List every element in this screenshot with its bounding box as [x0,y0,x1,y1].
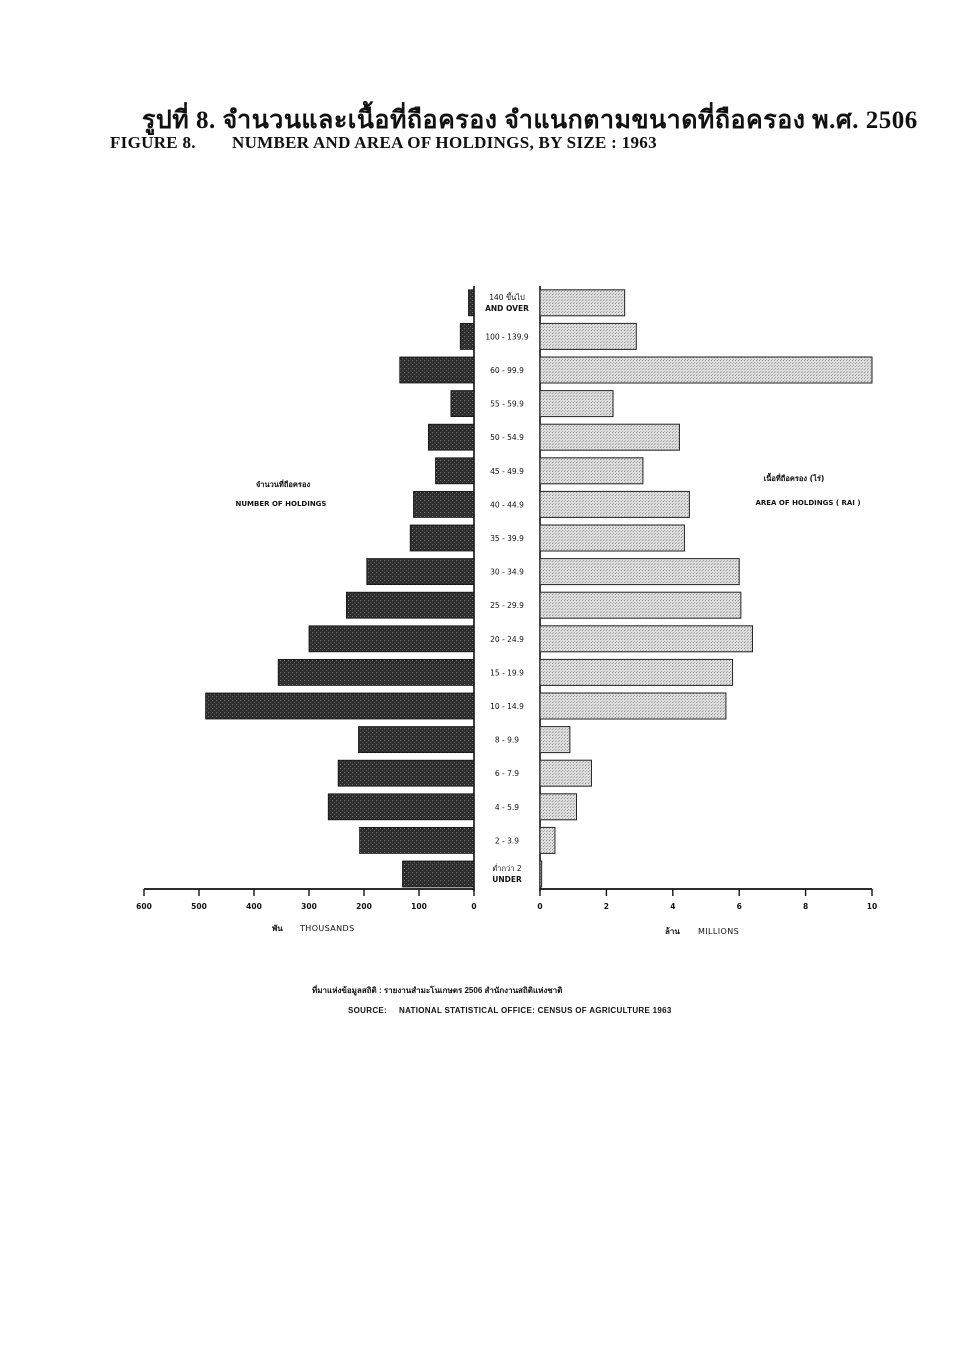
category-label: 2 - 3.9 [494,836,520,846]
bar-number-holdings [278,659,474,685]
bar-area-holdings [540,424,679,450]
bar-number-holdings [206,693,474,719]
right-tick-label: 4 [670,902,676,911]
category-label: 6 - 7.9 [494,769,520,779]
category-label: 140 ขึ้นไป [489,292,525,302]
bar-area-holdings [540,458,643,484]
bar-area-holdings [540,290,625,316]
left-tick-label: 200 [356,902,372,911]
category-label: 45 - 49.9 [490,466,524,476]
bar-area-holdings [540,391,613,417]
category-label: 60 - 99.9 [490,366,524,375]
bar-area-holdings [540,559,739,585]
bar-number-holdings [346,592,474,618]
page-title-thai: รูปที่ 8. จำนวนและเนื้อที่ถือครอง จำแนกตามขนาดที่ถือครอง พ.ศ. 2506 [142,107,918,134]
right-unit-english: MILLIONS [698,927,740,936]
left-series-label-english: NUMBER OF HOLDINGS [235,500,327,508]
category-label: 30 - 34.9 [490,567,524,577]
right-tick-label: 10 [866,902,878,911]
bar-area-holdings [540,626,752,652]
bar-area-holdings [540,693,726,719]
bar-number-holdings [400,357,474,383]
left-tick-label: 600 [136,902,152,911]
bar-area-holdings [540,592,741,618]
right-tick-label: 6 [736,902,742,911]
category-label: AND OVER [485,303,529,313]
bar-area-holdings [540,525,684,551]
bar-area-holdings [540,794,577,820]
right-series-label-english: AREA OF HOLDINGS ( RAI ) [755,499,861,507]
bar-number-holdings [360,827,474,853]
bar-number-holdings [359,727,475,753]
right-series-label-thai: เนื้อที่ถือครอง (ไร่) [763,474,825,483]
right-tick-label: 8 [802,902,809,911]
bar-number-holdings [451,391,474,417]
bar-number-holdings [410,525,474,551]
category-label: 55 - 59.9 [490,399,524,409]
source-label: SOURCE: [348,1006,387,1015]
category-label: 100 - 139.9 [485,332,529,342]
left-unit-thai: พัน [272,924,283,933]
left-tick-label: 500 [191,902,207,911]
bar-number-holdings [338,760,474,786]
bar-number-holdings [367,559,474,585]
category-label: 4 - 5.9 [494,802,520,812]
bar-number-holdings [328,794,474,820]
left-series-label-thai: จำนวนที่ถือครอง [255,480,311,489]
category-label: 35 - 39.9 [490,534,524,543]
source-english [348,1006,672,1015]
category-label: UNDER [492,875,522,884]
left-tick-label: 0 [471,902,477,911]
bar-area-holdings [540,760,591,786]
category-label: 50 - 54.9 [490,433,524,443]
right-unit-thai: ล้าน [665,927,680,936]
bar-area-holdings [540,827,555,853]
right-tick-label: 0 [537,902,543,911]
bar-number-holdings [428,424,474,450]
figure-label: FIGURE 8. [110,133,196,152]
bar-number-holdings [460,323,474,349]
bar-area-holdings [540,727,570,753]
category-label: 25 - 29.9 [490,601,524,611]
left-tick-label: 300 [301,902,317,911]
bar-number-holdings [414,491,475,517]
left-tick-label: 400 [246,902,262,911]
bar-number-holdings [309,626,474,652]
category-label: 10 - 14.9 [490,702,524,711]
bar-area-holdings [540,659,733,685]
category-label: ต่ำกว่า 2 [492,864,522,873]
category-label: 15 - 19.9 [490,668,524,678]
figure-title: NUMBER AND AREA OF HOLDINGS, BY SIZE : 1963 [232,133,657,152]
category-label: 40 - 44.9 [490,500,524,510]
bar-area-holdings [540,357,872,383]
bar-area-holdings [540,323,636,349]
bar-area-holdings [540,491,689,517]
bar-area-holdings [540,861,542,887]
left-tick-label: 100 [411,902,427,911]
bar-number-holdings [469,290,475,316]
bar-number-holdings [436,458,475,484]
category-label: 8 - 9.9 [494,735,520,745]
category-label: 20 - 24.9 [490,634,524,644]
bar-number-holdings [403,861,475,887]
left-unit-english: THOUSANDS [300,924,355,933]
right-tick-label: 2 [603,902,610,911]
source-text: NATIONAL STATISTICAL OFFICE: CENSUS OF AGRICULTURE 1963 [399,1006,672,1015]
source-thai: ที่มาแห่งข้อมูลสถิติ : รายงานสำมะโนเกษตร 2506 สำนักงานสถิติแห่งชาติ [312,986,563,995]
